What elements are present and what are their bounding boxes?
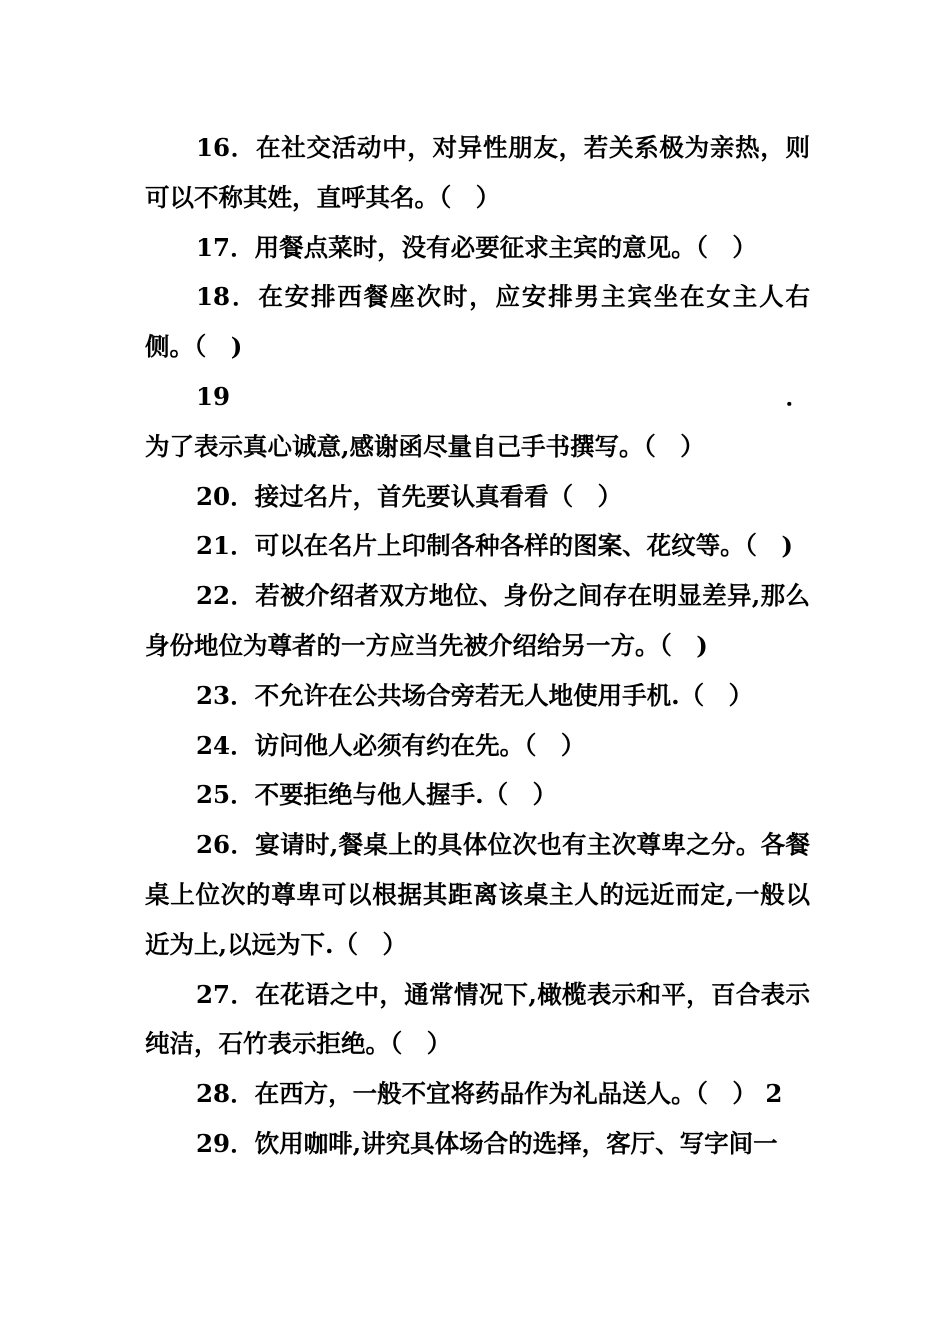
question-18 <box>145 272 810 372</box>
question-text: 访问他人必须有约在先。（ ） <box>254 730 586 760</box>
question-number: 22． <box>196 581 256 611</box>
question-text: 可以在名片上印制各种各样的图案、花纹等。（ ) <box>254 531 793 561</box>
question-text: 在西方，一般不宜将药品作为礼品送人。（ ） 2 <box>254 1079 783 1109</box>
question-27 <box>145 970 810 1070</box>
question-19 <box>145 372 810 472</box>
question-text: 饮用咖啡,讲究具体场合的选择，客厅、写字间一 <box>254 1128 778 1158</box>
question-26 <box>145 820 810 969</box>
question-number: 27． <box>196 979 256 1009</box>
question-16 <box>145 123 810 223</box>
question-number: 18． <box>196 282 259 312</box>
question-number: 29． <box>196 1128 255 1158</box>
question-text: 在社交活动中，对异性朋友，若关系极为亲热，则可以不称其姓，直呼其名。（ ） <box>145 133 810 212</box>
question-number: 26． <box>196 830 256 860</box>
question-number: 21． <box>196 531 255 561</box>
question-number: 23． <box>196 680 255 710</box>
question-text: 不允许在公共场合旁若无人地使用手机.（ ） <box>254 680 754 710</box>
question-text: 若被介绍者双方地位、身份之间存在明显差异,那么身份地位为尊者的一方应当先被介绍给另一方。（ ) <box>145 581 810 660</box>
question-17 <box>145 223 810 273</box>
question-number: 19． <box>196 381 810 411</box>
question-text: 用餐点菜时，没有必要征求主宾的意见。（ ） <box>254 232 757 262</box>
question-22 <box>145 571 810 671</box>
question-25 <box>145 770 810 820</box>
question-number: 16． <box>196 133 257 162</box>
question-29 <box>145 1119 810 1169</box>
question-number: 17． <box>196 232 255 262</box>
question-20 <box>145 472 810 522</box>
question-23 <box>145 671 810 721</box>
question-21 <box>145 521 810 571</box>
question-text: 在花语之中，通常情况下,橄榄表示和平，百合表示纯洁，石竹表示拒绝。（ ） <box>145 979 810 1059</box>
question-text: 在安排西餐座次时，应安排男主宾坐在女主人右侧。（ ) <box>145 282 810 362</box>
question-text: 不要拒绝与他人握手.（ ） <box>254 780 558 810</box>
question-28 <box>145 1069 810 1119</box>
question-number: 24． <box>196 730 255 760</box>
question-text: 接过名片，首先要认真看看（ ） <box>254 481 623 511</box>
question-number: 20． <box>196 481 255 511</box>
question-number: 28． <box>196 1079 255 1109</box>
question-text: 为了表示真心诚意,感谢函尽量自己手书撰写。（ ） <box>145 431 705 461</box>
question-text: 宴请时,餐桌上的具体位次也有主次尊卑之分。各餐桌上位次的尊卑可以根据其距离该桌主人的远近而定,一般以近为上,以远为下.（ ） <box>145 830 810 959</box>
question-24 <box>145 721 810 771</box>
question-number: 25． <box>196 780 255 810</box>
question-list <box>145 123 810 1169</box>
